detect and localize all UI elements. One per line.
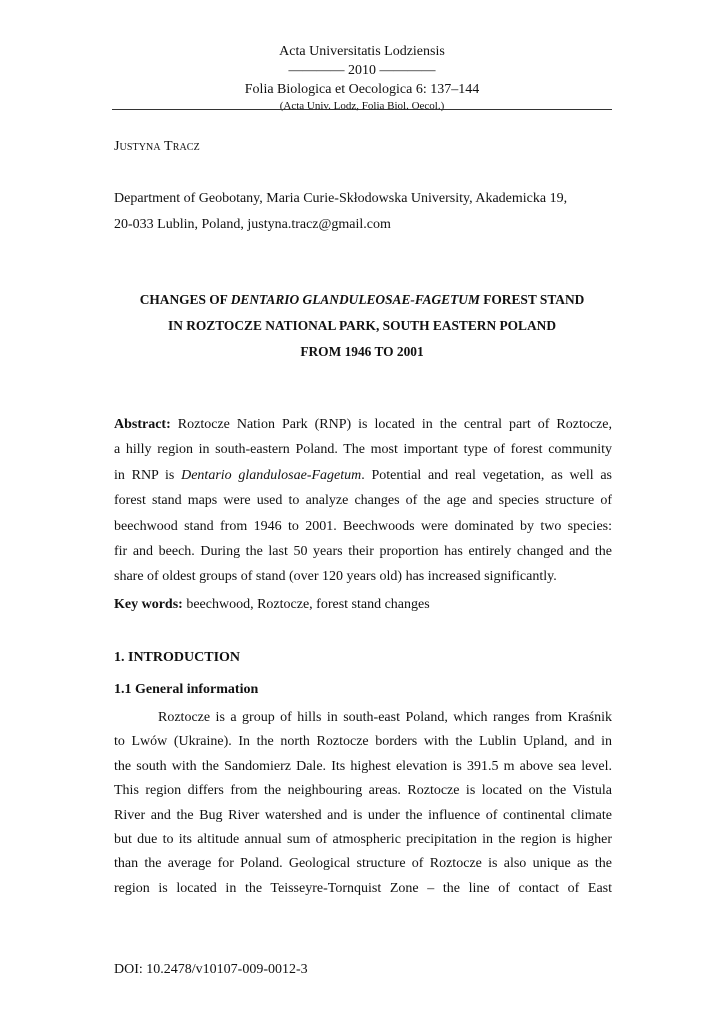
intro-line: region is located in the Teisseyre-Tornquist Zone – the line of contact of East xyxy=(114,880,612,896)
affiliation xyxy=(114,186,614,238)
affiliation-line: Department of Geobotany, Maria Curie-Skłodowska University, Akademicka 19, xyxy=(114,191,568,206)
title-line-2: IN ROZTOCZE NATIONAL PARK, SOUTH EASTERN POLAND xyxy=(167,318,557,333)
section-heading: 1. INTRODUCTION xyxy=(114,650,241,665)
abstract-text: . Potential and real vegetation, as well as xyxy=(361,467,612,483)
abstract-line xyxy=(114,412,612,437)
abstract-text: Roztocze Nation Park (RNP) is located in the central part of Roztocze, xyxy=(170,417,612,432)
title-line-1 xyxy=(112,287,612,313)
intro-line: River and the Bug River watershed and is under the influence of continental climate xyxy=(114,807,612,823)
title-text: FOREST STAND xyxy=(479,292,585,307)
abstract-line: share of oldest groups of stand (over 120 years old) has increased significantly. xyxy=(114,569,557,585)
abstract-label: Abstract: xyxy=(114,417,171,432)
intro-line: to Lwów (Ukraine). In the north Roztocze borders with the Lublin Upland, and in xyxy=(114,734,612,750)
intro-line: but due to its altitude annual sum of atmospheric precipitation in the region is higher xyxy=(114,831,612,847)
affiliation-line: 20-033 Lublin, Poland, justyna.tracz@gmail.com xyxy=(114,217,391,232)
journal-series: Folia Biologica et Oecologica 6: 137–144 xyxy=(244,82,480,97)
journal-abbrev: (Acta Univ. Lodz, Folia Biol. Oecol.) xyxy=(279,100,445,112)
abstract-line: fir and beech. During the last 50 years their proportion has entirely changed and the xyxy=(114,543,612,559)
title-line-3: FROM 1946 TO 2001 xyxy=(300,344,424,359)
author-name: Justyna Tracz xyxy=(114,139,200,154)
journal-header xyxy=(112,42,612,113)
paper-title xyxy=(112,287,612,365)
abstract-line xyxy=(114,463,612,488)
intro-paragraph xyxy=(114,706,612,901)
keywords-text: beechwood, Roztocze, forest stand changes xyxy=(182,597,430,612)
doi: DOI: 10.2478/v10107-009-0012-3 xyxy=(114,962,308,977)
abstract-line: forest stand maps were used to analyze changes of the age and species structure of xyxy=(114,493,612,509)
intro-line: Roztocze is a group of hills in south-east Poland, which ranges from Kraśnik xyxy=(158,710,612,725)
abstract-text: in RNP is xyxy=(114,467,182,483)
title-text: CHANGES OF xyxy=(139,292,231,307)
intro-line: the south with the Sandomierz Dale. Its highest elevation is 391.5 m above sea level. xyxy=(114,758,612,774)
title-species: DENTARIO GLANDULEOSAE-FAGETUM xyxy=(230,292,480,307)
abstract xyxy=(114,412,612,590)
abstract-line: beechwood stand from 1946 to 2001. Beechwoods were dominated by two species: xyxy=(114,518,612,534)
journal-name: Acta Universitatis Lodziensis xyxy=(279,44,445,59)
header-rule xyxy=(112,109,612,110)
intro-line: This region differs from the neighbouring areas. Roztocze is located on the Vistula xyxy=(114,783,612,799)
intro-line: than the average for Poland. Geological structure of Roztocze is also unique as the xyxy=(114,856,612,872)
abstract-line: a hilly region in south-eastern Poland. The most important type of forest community xyxy=(114,442,612,458)
keywords xyxy=(114,597,430,613)
journal-year: ———— 2010 ———— xyxy=(288,63,436,78)
abstract-species: Dentario glandulosae-Fagetum xyxy=(181,467,362,483)
keywords-label: Key words: xyxy=(114,597,183,612)
subsection-heading: 1.1 General information xyxy=(114,682,259,697)
